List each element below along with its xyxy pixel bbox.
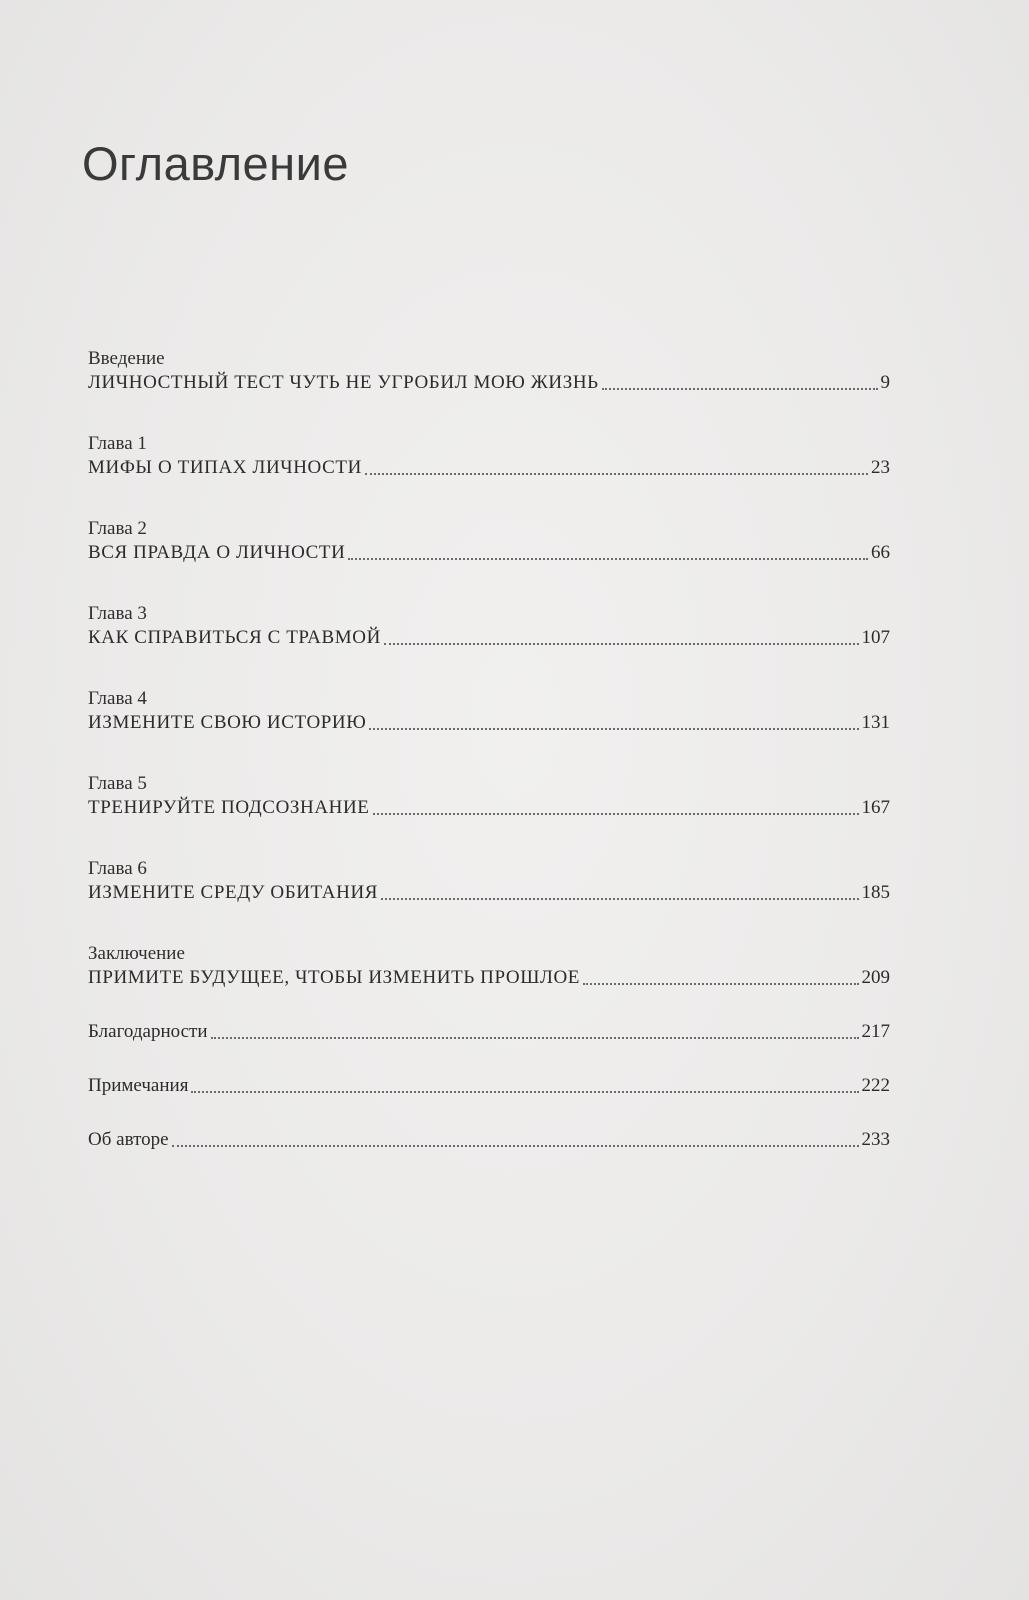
- dot-leader: [373, 813, 859, 815]
- toc-entry-line: [88, 1020, 890, 1044]
- toc-page-number: 9: [880, 372, 890, 393]
- toc-entry-chapter-5: [88, 772, 890, 820]
- toc-entry-line: [88, 711, 890, 735]
- toc-entry-line: [88, 626, 890, 650]
- dot-leader: [211, 1037, 859, 1039]
- toc-entry-chapter-2: [88, 517, 890, 565]
- toc-entry-title: Примечания: [88, 1075, 189, 1096]
- toc-entry-about-author: [88, 1128, 890, 1152]
- toc-page-number: 185: [861, 882, 890, 903]
- toc-page-number: 23: [871, 457, 890, 478]
- toc-page-number: 167: [861, 797, 890, 818]
- toc-entry-label: Введение: [88, 348, 165, 369]
- toc-entry-label: Глава 4: [88, 688, 147, 709]
- toc-entry-title: ВСЯ ПРАВДА О ЛИЧНОСТИ: [88, 542, 346, 563]
- dot-leader: [369, 728, 858, 730]
- toc-entry-notes: [88, 1074, 890, 1098]
- dot-leader: [191, 1091, 858, 1093]
- toc-entry-label: Глава 5: [88, 773, 147, 794]
- toc-entry-conclusion: [88, 942, 890, 990]
- toc-page-number: 66: [871, 542, 890, 563]
- toc-page-number: 209: [861, 967, 890, 988]
- toc-entry-line: [88, 1128, 890, 1152]
- dot-leader: [348, 558, 868, 560]
- toc-entry-title: Благодарности: [88, 1021, 208, 1042]
- toc-entry-line: [88, 796, 890, 820]
- toc-entry-label: Глава 2: [88, 518, 147, 539]
- toc-entry-intro: [88, 347, 890, 395]
- toc-entry-title: ЛИЧНОСТНЫЙ ТЕСТ ЧУТЬ НЕ УГРОБИЛ МОЮ ЖИЗНЬ: [88, 372, 599, 393]
- toc-entry-label: Глава 1: [88, 433, 147, 454]
- dot-leader: [381, 898, 858, 900]
- toc-entry-label: Глава 6: [88, 858, 147, 879]
- toc-entry-chapter-3: [88, 602, 890, 650]
- toc-entry-title: ИЗМЕНИТЕ СРЕДУ ОБИТАНИЯ: [88, 882, 379, 903]
- toc-entry-title: ИЗМЕНИТЕ СВОЮ ИСТОРИЮ: [88, 712, 367, 733]
- toc-entry-title: МИФЫ О ТИПАХ ЛИЧНОСТИ: [88, 457, 362, 478]
- toc-page-number: 233: [861, 1129, 890, 1150]
- toc-page-number: 131: [861, 712, 890, 733]
- toc-page-number: 107: [861, 627, 890, 648]
- toc-entry-title: ТРЕНИРУЙТЕ ПОДСОЗНАНИЕ: [88, 797, 370, 818]
- toc-entry-label: Глава 3: [88, 603, 147, 624]
- toc-entry-title: ПРИМИТЕ БУДУЩЕЕ, ЧТОБЫ ИЗМЕНИТЬ ПРОШЛОЕ: [88, 967, 581, 988]
- toc-entry-line: [88, 966, 890, 990]
- toc-entry-line: [88, 881, 890, 905]
- toc-entry-chapter-1: [88, 432, 890, 480]
- toc-entry-acknowledgements: [88, 1020, 890, 1044]
- toc-entry-line: [88, 541, 890, 565]
- toc-entry-chapter-6: [88, 857, 890, 905]
- toc-entry-line: [88, 1074, 890, 1098]
- dot-leader: [172, 1145, 859, 1147]
- dot-leader: [602, 388, 878, 390]
- dot-leader: [583, 983, 858, 985]
- toc-entry-line: [88, 371, 890, 395]
- toc-page-number: 217: [861, 1021, 890, 1042]
- toc-entry-line: [88, 456, 890, 480]
- toc-entry-title: КАК СПРАВИТЬСЯ С ТРАВМОЙ: [88, 627, 381, 648]
- page-title: Оглавление: [82, 137, 350, 190]
- toc-page-number: 222: [861, 1075, 890, 1096]
- table-of-contents: [88, 347, 890, 1152]
- toc-entry-title: Об авторе: [88, 1129, 169, 1150]
- dot-leader: [384, 643, 859, 645]
- dot-leader: [365, 473, 868, 475]
- toc-entry-label: Заключение: [88, 943, 185, 964]
- toc-entry-chapter-4: [88, 687, 890, 735]
